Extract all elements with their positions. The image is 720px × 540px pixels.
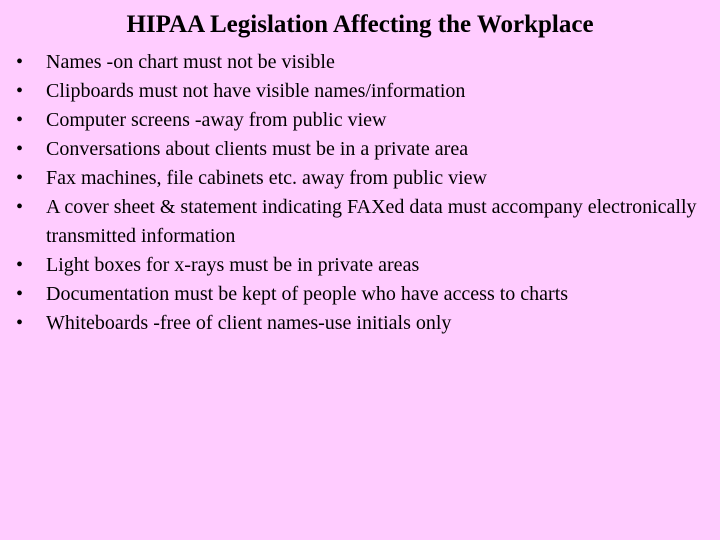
list-item bbox=[16, 251, 716, 280]
bullet-text: A cover sheet & statement indicating FAXed data must accompany electronically transmitted information bbox=[46, 196, 697, 247]
list-item bbox=[16, 280, 716, 309]
bullet-text: Computer screens -away from public view bbox=[46, 109, 387, 131]
bullet-list bbox=[16, 48, 716, 338]
list-item bbox=[16, 164, 716, 193]
bullet-text: Clipboards must not have visible names/information bbox=[46, 80, 466, 102]
bullet-icon: • bbox=[16, 196, 24, 218]
bullet-icon: • bbox=[16, 283, 24, 305]
bullet-icon: • bbox=[16, 254, 24, 276]
slide-title: HIPAA Legislation Affecting the Workplace bbox=[126, 11, 594, 38]
list-item bbox=[16, 193, 716, 251]
bullet-icon: • bbox=[16, 109, 24, 131]
bullet-text: Names -on chart must not be visible bbox=[46, 51, 335, 73]
bullet-text: Documentation must be kept of people who have access to charts bbox=[46, 283, 569, 305]
list-item bbox=[16, 135, 716, 164]
bullet-text: Fax machines, file cabinets etc. away from public view bbox=[46, 167, 487, 189]
list-item bbox=[16, 48, 716, 77]
list-item bbox=[16, 77, 716, 106]
bullet-text: Conversations about clients must be in a private area bbox=[46, 138, 469, 160]
bullet-text: Whiteboards -free of client names-use initials only bbox=[46, 312, 452, 334]
list-item bbox=[16, 309, 716, 338]
bullet-icon: • bbox=[16, 51, 24, 73]
bullet-icon: • bbox=[16, 167, 24, 189]
bullet-icon: • bbox=[16, 138, 24, 160]
bullet-icon: • bbox=[16, 80, 24, 102]
bullet-icon: • bbox=[16, 312, 24, 334]
bullet-text: Light boxes for x-rays must be in private areas bbox=[46, 254, 420, 276]
list-item bbox=[16, 106, 716, 135]
